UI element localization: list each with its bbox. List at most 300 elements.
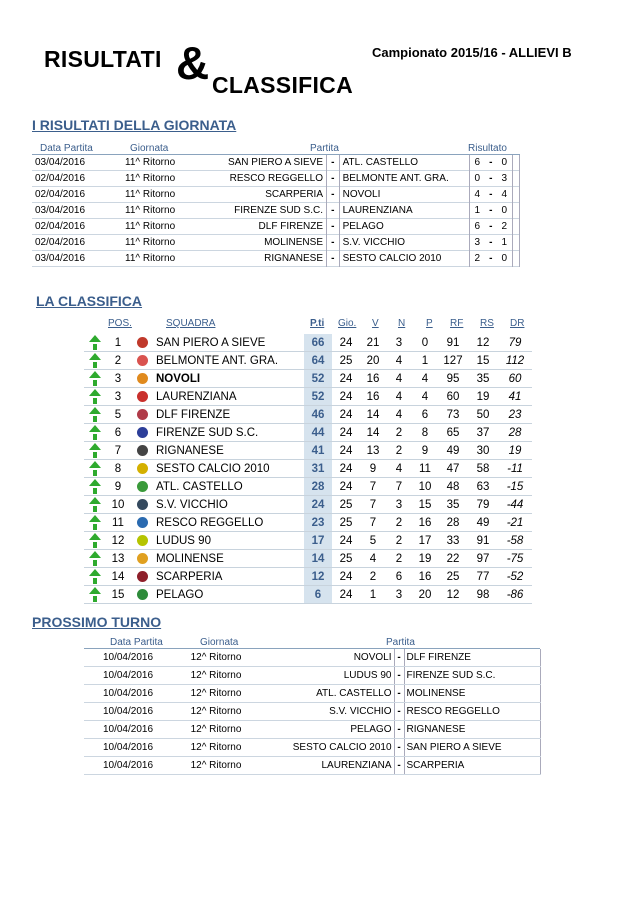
team-name: SESTO CALCIO 2010: [154, 460, 304, 478]
team-badge-icon: [130, 550, 154, 568]
title-classifica: CLASSIFICA: [212, 72, 353, 98]
next-round: 12^ Ritorno: [172, 721, 260, 739]
result-away-team: SESTO CALCIO 2010: [339, 251, 469, 267]
team-name: PELAGO: [154, 586, 304, 604]
team-points: 6: [304, 586, 332, 604]
standings-row: [84, 388, 532, 406]
team-name: RESCO REGGELLO: [154, 514, 304, 532]
next-match-row: [84, 685, 540, 703]
team-losses: 16: [412, 568, 438, 586]
result-row: [32, 187, 520, 203]
team-draws: 3: [386, 334, 412, 352]
result-home-team: DLF FIRENZE: [195, 219, 326, 235]
result-score-dash: -: [489, 253, 493, 264]
team-draws: 6: [386, 568, 412, 586]
next-date: 10/04/2016: [84, 685, 172, 703]
results-col-round: Giornata: [130, 143, 169, 154]
team-points: 31: [304, 460, 332, 478]
result-away-team: BELMONTE ANT. GRA.: [339, 171, 469, 187]
team-points: 52: [304, 370, 332, 388]
trend-up-icon: [84, 478, 106, 496]
next-away-team: SAN PIERO A SIEVE: [404, 739, 540, 757]
team-losses: 20: [412, 586, 438, 604]
standings-col-team: SQUADRA: [166, 318, 216, 329]
results-col-result: Risultato: [468, 143, 507, 154]
result-round: 11^ Ritorno: [125, 237, 176, 248]
team-badge-icon: [130, 532, 154, 550]
team-goals-against: 97: [468, 550, 498, 568]
team-badge-icon: [130, 514, 154, 532]
standings-row: [84, 532, 532, 550]
result-away-team: S.V. VICCHIO: [339, 235, 469, 251]
team-games: 24: [332, 586, 360, 604]
result-away-goals: 2: [497, 219, 513, 235]
result-dash: -: [327, 171, 340, 187]
result-home-goals: 2: [474, 253, 481, 264]
result-home-team: SCARPERIA: [195, 187, 326, 203]
result-date: 03/04/2016: [35, 205, 86, 216]
team-losses: 17: [412, 532, 438, 550]
team-position: 11: [106, 514, 130, 532]
team-position: 15: [106, 586, 130, 604]
team-goals-for: 28: [438, 514, 468, 532]
team-games: 25: [332, 496, 360, 514]
trend-up-icon: [84, 460, 106, 478]
next-match-row: [84, 739, 540, 757]
result-home-goals: 6: [474, 221, 481, 232]
standings-table: [84, 334, 532, 604]
team-goals-for: 127: [438, 352, 468, 370]
team-goals-for: 95: [438, 370, 468, 388]
next-col-date: Data Partita: [110, 637, 163, 648]
team-games: 25: [332, 352, 360, 370]
next-home-team: ATL. CASTELLO: [260, 685, 394, 703]
team-points: 52: [304, 388, 332, 406]
next-away-team: RESCO REGGELLO: [404, 703, 540, 721]
team-goals-for: 49: [438, 442, 468, 460]
team-goals-for: 47: [438, 460, 468, 478]
result-round: 11^ Ritorno: [125, 253, 176, 264]
team-goals-against: 35: [468, 370, 498, 388]
team-badge-icon: [130, 478, 154, 496]
team-position: 9: [106, 478, 130, 496]
team-points: 66: [304, 334, 332, 352]
result-score-dash: -: [489, 173, 493, 184]
team-position: 3: [106, 388, 130, 406]
next-home-team: S.V. VICCHIO: [260, 703, 394, 721]
team-wins: 16: [360, 388, 386, 406]
team-badge-icon: [130, 496, 154, 514]
trend-up-icon: [84, 406, 106, 424]
team-wins: 14: [360, 424, 386, 442]
team-goals-against: 50: [468, 406, 498, 424]
team-games: 25: [332, 550, 360, 568]
team-goal-diff: 79: [498, 334, 532, 352]
result-date: 02/04/2016: [35, 237, 86, 248]
team-badge-icon: [130, 334, 154, 352]
next-dash: -: [394, 649, 404, 667]
result-home-goals: 0: [474, 173, 481, 184]
next-home-team: SESTO CALCIO 2010: [260, 739, 394, 757]
team-position: 7: [106, 442, 130, 460]
trend-up-icon: [84, 514, 106, 532]
team-wins: 4: [360, 550, 386, 568]
team-wins: 7: [360, 496, 386, 514]
result-row: [32, 155, 520, 171]
result-score-dash: -: [489, 237, 493, 248]
standings-col-losses: P: [426, 318, 433, 329]
standings-col-draws: N: [398, 318, 406, 329]
team-goal-diff: -58: [498, 532, 532, 550]
team-position: 1: [106, 334, 130, 352]
result-away-goals: 0: [497, 251, 513, 267]
team-name: DLF FIRENZE: [154, 406, 304, 424]
team-losses: 4: [412, 370, 438, 388]
team-goals-for: 33: [438, 532, 468, 550]
team-losses: 6: [412, 406, 438, 424]
team-position: 6: [106, 424, 130, 442]
standings-row: [84, 586, 532, 604]
team-position: 12: [106, 532, 130, 550]
result-date: 02/04/2016: [35, 221, 86, 232]
standings-col-ga: RS: [480, 318, 494, 329]
team-games: 24: [332, 568, 360, 586]
team-games: 24: [332, 478, 360, 496]
trend-up-icon: [84, 568, 106, 586]
standings-row: [84, 478, 532, 496]
team-badge-icon: [130, 370, 154, 388]
team-losses: 10: [412, 478, 438, 496]
next-round: 12^ Ritorno: [172, 703, 260, 721]
result-date: 03/04/2016: [35, 253, 86, 264]
results-col-match: Partita: [310, 143, 339, 154]
team-goal-diff: 23: [498, 406, 532, 424]
team-wins: 9: [360, 460, 386, 478]
team-badge-icon: [130, 586, 154, 604]
result-date: 02/04/2016: [35, 189, 86, 200]
team-name: MOLINENSE: [154, 550, 304, 568]
team-name: FIRENZE SUD S.C.: [154, 424, 304, 442]
next-away-team: DLF FIRENZE: [404, 649, 540, 667]
team-goal-diff: -11: [498, 460, 532, 478]
next-date: 10/04/2016: [84, 721, 172, 739]
result-away-goals: 4: [497, 187, 513, 203]
result-round: 11^ Ritorno: [125, 157, 176, 168]
team-goals-against: 63: [468, 478, 498, 496]
team-name: SCARPERIA: [154, 568, 304, 586]
next-date: 10/04/2016: [84, 757, 172, 775]
next-home-team: LUDUS 90: [260, 667, 394, 685]
standings-row: [84, 568, 532, 586]
team-losses: 19: [412, 550, 438, 568]
next-match-row: [84, 757, 540, 775]
team-goal-diff: -21: [498, 514, 532, 532]
team-badge-icon: [130, 442, 154, 460]
standings-col-pts: P.ti: [310, 318, 325, 329]
next-home-team: LAURENZIANA: [260, 757, 394, 775]
team-name: ATL. CASTELLO: [154, 478, 304, 496]
team-losses: 16: [412, 514, 438, 532]
team-goal-diff: -52: [498, 568, 532, 586]
team-draws: 2: [386, 532, 412, 550]
team-points: 28: [304, 478, 332, 496]
trend-up-icon: [84, 532, 106, 550]
team-wins: 16: [360, 370, 386, 388]
result-home-team: SAN PIERO A SIEVE: [195, 155, 326, 171]
team-position: 2: [106, 352, 130, 370]
next-dash: -: [394, 757, 404, 775]
team-goals-for: 73: [438, 406, 468, 424]
team-losses: 8: [412, 424, 438, 442]
team-name: LUDUS 90: [154, 532, 304, 550]
result-row: [32, 203, 520, 219]
team-draws: 4: [386, 406, 412, 424]
team-goals-for: 35: [438, 496, 468, 514]
team-goals-for: 65: [438, 424, 468, 442]
team-points: 44: [304, 424, 332, 442]
next-dash: -: [394, 703, 404, 721]
result-dash: -: [327, 155, 340, 171]
team-name: BELMONTE ANT. GRA.: [154, 352, 304, 370]
team-goal-diff: -44: [498, 496, 532, 514]
team-draws: 2: [386, 550, 412, 568]
team-name: S.V. VICCHIO: [154, 496, 304, 514]
next-round: 12^ Ritorno: [172, 739, 260, 757]
team-badge-icon: [130, 568, 154, 586]
next-away-team: SCARPERIA: [404, 757, 540, 775]
result-away-team: PELAGO: [339, 219, 469, 235]
team-goals-against: 15: [468, 352, 498, 370]
result-home-team: RIGNANESE: [195, 251, 326, 267]
team-goals-for: 91: [438, 334, 468, 352]
team-goal-diff: -86: [498, 586, 532, 604]
team-points: 24: [304, 496, 332, 514]
team-games: 25: [332, 514, 360, 532]
standings-row: [84, 514, 532, 532]
results-col-date: Data Partita: [40, 143, 93, 154]
team-draws: 4: [386, 352, 412, 370]
next-home-team: NOVOLI: [260, 649, 394, 667]
team-games: 24: [332, 406, 360, 424]
standings-row: [84, 460, 532, 478]
team-wins: 7: [360, 514, 386, 532]
result-score-dash: -: [489, 221, 493, 232]
team-goals-against: 98: [468, 586, 498, 604]
team-points: 41: [304, 442, 332, 460]
team-name: NOVOLI: [154, 370, 304, 388]
result-away-goals: 0: [497, 155, 513, 171]
trend-up-icon: [84, 496, 106, 514]
trend-up-icon: [84, 388, 106, 406]
result-date: 02/04/2016: [35, 173, 86, 184]
standings-col-gf: RF: [450, 318, 464, 329]
result-score-dash: -: [489, 189, 493, 200]
team-goals-against: 58: [468, 460, 498, 478]
team-games: 24: [332, 370, 360, 388]
team-wins: 20: [360, 352, 386, 370]
next-section-title: PROSSIMO TURNO: [32, 614, 162, 630]
standings-row: [84, 442, 532, 460]
team-goals-for: 60: [438, 388, 468, 406]
result-dash: -: [327, 203, 340, 219]
standings-row: [84, 334, 532, 352]
next-date: 10/04/2016: [84, 667, 172, 685]
team-badge-icon: [130, 406, 154, 424]
team-wins: 7: [360, 478, 386, 496]
team-points: 17: [304, 532, 332, 550]
team-games: 24: [332, 388, 360, 406]
team-losses: 15: [412, 496, 438, 514]
result-home-goals: 6: [474, 157, 481, 168]
result-score-dash: -: [489, 157, 493, 168]
team-draws: 4: [386, 388, 412, 406]
standings-row: [84, 550, 532, 568]
next-round: 12^ Ritorno: [172, 667, 260, 685]
next-col-round: Giornata: [200, 637, 239, 648]
team-points: 46: [304, 406, 332, 424]
team-position: 5: [106, 406, 130, 424]
next-round: 12^ Ritorno: [172, 649, 260, 667]
next-away-team: RIGNANESE: [404, 721, 540, 739]
team-draws: 3: [386, 496, 412, 514]
next-match-row: [84, 667, 540, 685]
team-wins: 5: [360, 532, 386, 550]
team-goals-for: 22: [438, 550, 468, 568]
standings-row: [84, 370, 532, 388]
standings-col-games: Gio.: [338, 318, 357, 329]
result-home-goals: 3: [474, 237, 481, 248]
standings-col-diff: DR: [510, 318, 525, 329]
result-round: 11^ Ritorno: [125, 189, 176, 200]
result-away-goals: 0: [497, 203, 513, 219]
trend-up-icon: [84, 442, 106, 460]
team-games: 24: [332, 334, 360, 352]
team-draws: 2: [386, 514, 412, 532]
trend-up-icon: [84, 424, 106, 442]
team-draws: 2: [386, 424, 412, 442]
team-wins: 13: [360, 442, 386, 460]
team-losses: 11: [412, 460, 438, 478]
results-section-title: I RISULTATI DELLA GIORNATA: [32, 117, 237, 133]
team-badge-icon: [130, 460, 154, 478]
result-row: [32, 171, 520, 187]
team-goal-diff: 28: [498, 424, 532, 442]
result-dash: -: [327, 251, 340, 267]
team-badge-icon: [130, 352, 154, 370]
team-losses: 4: [412, 388, 438, 406]
team-goal-diff: -15: [498, 478, 532, 496]
team-name: LAURENZIANA: [154, 388, 304, 406]
team-games: 24: [332, 460, 360, 478]
team-goals-against: 91: [468, 532, 498, 550]
team-goals-against: 79: [468, 496, 498, 514]
trend-up-icon: [84, 550, 106, 568]
next-home-team: PELAGO: [260, 721, 394, 739]
team-badge-icon: [130, 424, 154, 442]
championship-label: Campionato 2015/16 - ALLIEVI B: [372, 45, 572, 60]
result-home-team: RESCO REGGELLO: [195, 171, 326, 187]
result-row: [32, 219, 520, 235]
next-date: 10/04/2016: [84, 649, 172, 667]
team-draws: 2: [386, 442, 412, 460]
team-goals-against: 37: [468, 424, 498, 442]
result-away-goals: 3: [497, 171, 513, 187]
result-round: 11^ Ritorno: [125, 221, 176, 232]
team-games: 24: [332, 442, 360, 460]
team-goals-against: 12: [468, 334, 498, 352]
next-date: 10/04/2016: [84, 703, 172, 721]
standings-section-title: LA CLASSIFICA: [36, 293, 143, 309]
team-goals-for: 12: [438, 586, 468, 604]
next-col-match: Partita: [386, 637, 415, 648]
team-goal-diff: 60: [498, 370, 532, 388]
team-goals-against: 19: [468, 388, 498, 406]
team-draws: 7: [386, 478, 412, 496]
result-home-team: MOLINENSE: [195, 235, 326, 251]
team-name: RIGNANESE: [154, 442, 304, 460]
title-risultati: RISULTATI: [44, 46, 162, 72]
team-points: 64: [304, 352, 332, 370]
standings-row: [84, 424, 532, 442]
team-name: SAN PIERO A SIEVE: [154, 334, 304, 352]
next-dash: -: [394, 667, 404, 685]
standings-header: [84, 318, 532, 332]
team-position: 10: [106, 496, 130, 514]
standings-row: [84, 496, 532, 514]
result-home-team: FIRENZE SUD S.C.: [195, 203, 326, 219]
standings-col-wins: V: [372, 318, 379, 329]
team-wins: 14: [360, 406, 386, 424]
next-match-row: [84, 649, 540, 667]
team-games: 24: [332, 532, 360, 550]
team-draws: 4: [386, 460, 412, 478]
result-away-goals: 1: [497, 235, 513, 251]
next-date: 10/04/2016: [84, 739, 172, 757]
team-badge-icon: [130, 388, 154, 406]
standings-col-pos: POS.: [108, 318, 132, 329]
next-match-row: [84, 703, 540, 721]
team-goal-diff: 112: [498, 352, 532, 370]
result-dash: -: [327, 235, 340, 251]
result-dash: -: [327, 219, 340, 235]
result-score-dash: -: [489, 205, 493, 216]
team-goals-for: 48: [438, 478, 468, 496]
next-dash: -: [394, 739, 404, 757]
team-points: 23: [304, 514, 332, 532]
trend-up-icon: [84, 352, 106, 370]
next-dash: -: [394, 685, 404, 703]
team-losses: 9: [412, 442, 438, 460]
result-away-team: ATL. CASTELLO: [339, 155, 469, 171]
result-round: 11^ Ritorno: [125, 205, 176, 216]
team-draws: 3: [386, 586, 412, 604]
next-match-row: [84, 721, 540, 739]
result-row: [32, 235, 520, 251]
team-goal-diff: 41: [498, 388, 532, 406]
team-draws: 4: [386, 370, 412, 388]
team-points: 12: [304, 568, 332, 586]
title-ampersand: &: [176, 37, 210, 89]
team-position: 8: [106, 460, 130, 478]
next-dash: -: [394, 721, 404, 739]
result-row: [32, 251, 520, 267]
next-table: [84, 649, 541, 775]
team-position: 14: [106, 568, 130, 586]
trend-up-icon: [84, 586, 106, 604]
team-goals-for: 25: [438, 568, 468, 586]
team-games: 24: [332, 424, 360, 442]
team-position: 3: [106, 370, 130, 388]
